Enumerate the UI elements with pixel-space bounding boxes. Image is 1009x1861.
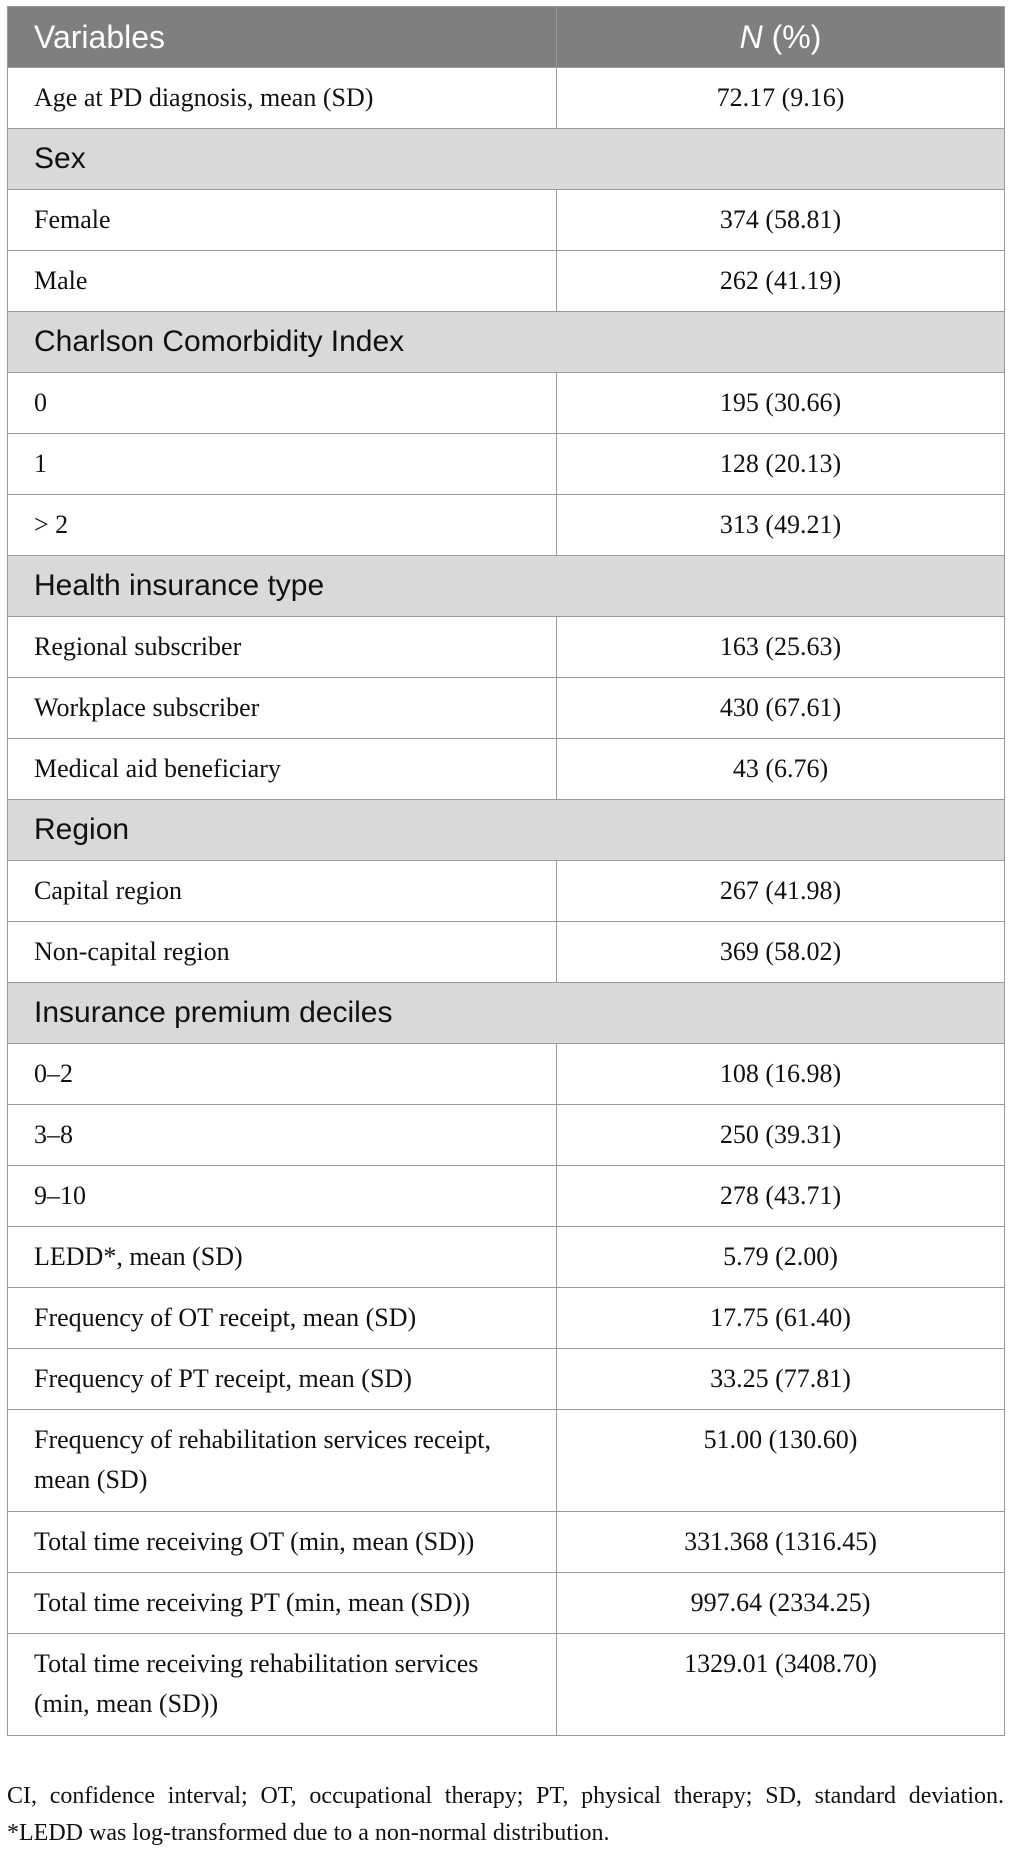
row-value: 331.368 (1316.45) [557, 1512, 1005, 1573]
row-value: 267 (41.98) [557, 861, 1005, 922]
table-row [8, 434, 1005, 495]
row-value: 17.75 (61.40) [557, 1288, 1005, 1349]
section-row [8, 312, 1005, 373]
header-n-percent [557, 7, 1005, 68]
row-label: Male [8, 251, 557, 312]
row-label: Total time receiving OT (min, mean (SD)) [8, 1512, 557, 1573]
table-row [8, 1512, 1005, 1573]
row-value: 374 (58.81) [557, 190, 1005, 251]
table-footnote: CI, confidence interval; OT, occupational therapy; PT, physical therapy; SD, standard deviation. *LEDD was log-transformed due to a non-normal distribution. [7, 1783, 1004, 1846]
row-label: 9–10 [8, 1166, 557, 1227]
table-row [8, 1634, 1005, 1736]
section-label: Insurance premium deciles [8, 983, 1005, 1044]
row-value: 43 (6.76) [557, 739, 1005, 800]
table-row [8, 678, 1005, 739]
section-label: Charlson Comorbidity Index [8, 312, 1005, 373]
section-label: Sex [8, 129, 1005, 190]
table-row [8, 1105, 1005, 1166]
row-label: Capital region [8, 861, 557, 922]
row-label: Age at PD diagnosis, mean (SD) [8, 68, 557, 129]
row-value: 997.64 (2334.25) [557, 1573, 1005, 1634]
row-value: 278 (43.71) [557, 1166, 1005, 1227]
row-value: 163 (25.63) [557, 617, 1005, 678]
row-value: 108 (16.98) [557, 1044, 1005, 1105]
section-label: Health insurance type [8, 556, 1005, 617]
row-label: Total time receiving PT (min, mean (SD)) [8, 1573, 557, 1634]
row-label: 0 [8, 373, 557, 434]
row-value: 33.25 (77.81) [557, 1349, 1005, 1410]
row-label: 0–2 [8, 1044, 557, 1105]
row-value: 1329.01 (3408.70) [557, 1634, 1005, 1736]
table-row [8, 1573, 1005, 1634]
table-header-row [8, 7, 1005, 68]
row-label: Non-capital region [8, 922, 557, 983]
characteristics-table [7, 6, 1005, 1736]
row-value: 262 (41.19) [557, 251, 1005, 312]
row-label: Female [8, 190, 557, 251]
row-label: Medical aid beneficiary [8, 739, 557, 800]
section-row [8, 129, 1005, 190]
table-row [8, 617, 1005, 678]
table-row [8, 68, 1005, 129]
row-label: Regional subscriber [8, 617, 557, 678]
row-value: 128 (20.13) [557, 434, 1005, 495]
row-value: 250 (39.31) [557, 1105, 1005, 1166]
row-label: 1 [8, 434, 557, 495]
row-label: Workplace subscriber [8, 678, 557, 739]
row-value: 369 (58.02) [557, 922, 1005, 983]
section-row [8, 800, 1005, 861]
row-label: Frequency of OT receipt, mean (SD) [8, 1288, 557, 1349]
header-n: N [739, 18, 763, 55]
table-row [8, 922, 1005, 983]
row-label: Total time receiving rehabilitation services (min, mean (SD)) [8, 1634, 557, 1736]
table-body [8, 68, 1005, 1736]
header-percent: (%) [762, 18, 822, 55]
row-label: 3–8 [8, 1105, 557, 1166]
row-value: 430 (67.61) [557, 678, 1005, 739]
section-row [8, 556, 1005, 617]
table-row [8, 1166, 1005, 1227]
table-row [8, 251, 1005, 312]
row-label: Frequency of PT receipt, mean (SD) [8, 1349, 557, 1410]
table-row [8, 495, 1005, 556]
table-row [8, 1227, 1005, 1288]
section-label: Region [8, 800, 1005, 861]
row-value: 51.00 (130.60) [557, 1410, 1005, 1512]
table-container [7, 6, 1004, 1736]
table-row [8, 373, 1005, 434]
row-value: 195 (30.66) [557, 373, 1005, 434]
table-row [8, 1349, 1005, 1410]
row-value: 72.17 (9.16) [557, 68, 1005, 129]
section-row [8, 983, 1005, 1044]
row-label: LEDD*, mean (SD) [8, 1227, 557, 1288]
header-variables: Variables [8, 7, 557, 68]
row-value: 5.79 (2.00) [557, 1227, 1005, 1288]
table-row [8, 1410, 1005, 1512]
table-row [8, 1044, 1005, 1105]
row-value: 313 (49.21) [557, 495, 1005, 556]
row-label: > 2 [8, 495, 557, 556]
table-row [8, 861, 1005, 922]
row-label: Frequency of rehabilitation services receipt, mean (SD) [8, 1410, 557, 1512]
table-row [8, 190, 1005, 251]
table-row [8, 1288, 1005, 1349]
table-row [8, 739, 1005, 800]
